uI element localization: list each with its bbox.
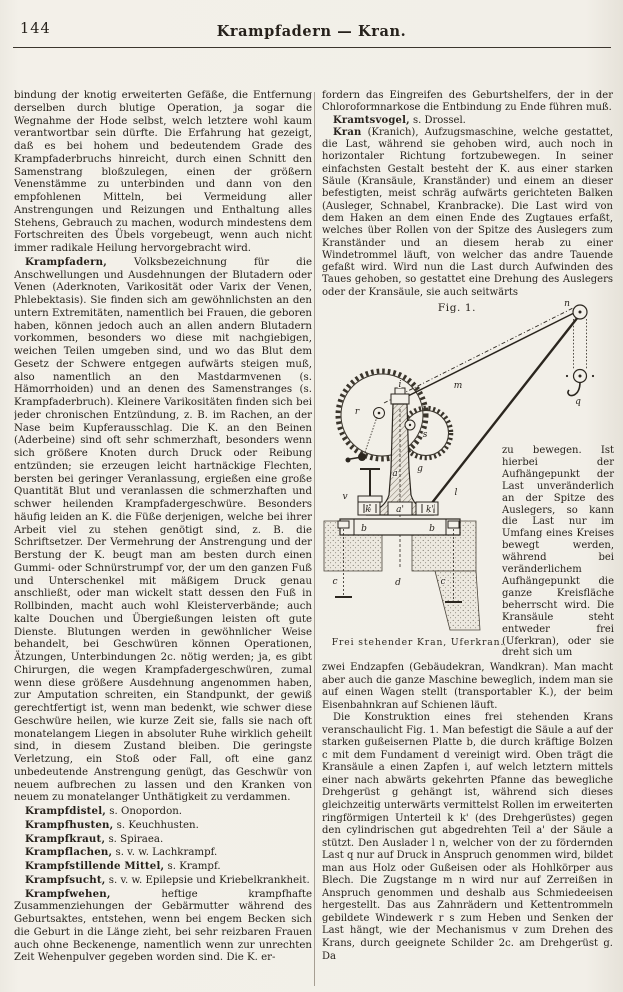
entry-krampfadern: [14, 256, 312, 805]
figure-part-label-k: k: [365, 505, 371, 515]
entry-text: s. v. w. Lachkrampf.: [112, 847, 218, 859]
entry-headword: Kramtsvogel,: [333, 114, 410, 126]
figure-part-label-c-left: c: [332, 577, 338, 587]
entry-headword: Krampfsucht,: [25, 873, 106, 886]
entry-text: s. Drossel.: [409, 114, 466, 126]
figure-part-label-i: i: [398, 380, 402, 390]
entry-text: s. Krampf.: [164, 861, 221, 872]
figure-part-label-m: m: [453, 381, 463, 391]
entry-krampfhusten: [14, 819, 312, 833]
entry-krampflachen: [14, 846, 312, 860]
paragraph-text: bindung der knotig erweiterten Gefäße, die Entfernung derselben durch blutige Operation, ja sogar die Wegnahme der Hode selbst, welch letztere wohl kaum verantwortbar sein dürfte. Die Erfahrung hat gezeigt, daß es bei hohem und bedeutendem Grade des Krampfaderbruchs hinreicht, durch einen Schnitt den Samenstrang bloßzulegen, einen der größern Venenstämme zu unterbinden und dann von den empfohlenen Mitteln, bei Vermeidung aller Anstrengungen und Reizungen und Enthaltung alles Stehens, Gebrauch zu machen, wodurch mindestens dem Fortschreiten des Übels vorgebeugt, wenn auch nicht immer radikale Heilung hervorgebracht wird.: [14, 90, 312, 254]
entry-headword: Krampfdistel,: [25, 805, 107, 817]
figure-part-label-c-right: c: [440, 577, 446, 587]
entry-headword: Krampfadern,: [25, 255, 108, 268]
entry-headword: Krampfstillende Mittel,: [25, 860, 165, 872]
figure-part-label-d: d: [395, 578, 401, 588]
paragraph: [322, 662, 613, 712]
paragraph-text: zwei Endzapfen (Gebäudekran, Wandkran). Man macht aber auch die ganze Maschine beweglich, indem man sie auf einen Wagen stellt (transportabler K.), der beim Eisenbahnkran auf Schienen läuft.: [322, 662, 613, 711]
entry-krampfdistel: [14, 805, 312, 819]
figure-caption: Frei stehender Kran, Uferkran.: [331, 637, 505, 648]
entry-kramtsvogel: [322, 115, 613, 127]
entry-headword: Krampfhusten,: [25, 818, 114, 831]
figure-part-label-a: a: [392, 469, 398, 479]
entry-text: s. v. w. Epilepsie und Kriebelkrankheit.: [105, 874, 310, 886]
left-column: [14, 90, 312, 988]
figure-part-label-r: r: [354, 407, 360, 417]
figure-part-label-a-prime: a': [396, 505, 404, 515]
entry-headword: Kran: [333, 126, 362, 138]
entry-krampfwehen: [14, 888, 312, 966]
figure-part-label-l: l: [454, 488, 458, 498]
paragraph: [322, 712, 613, 963]
figure-part-label-b-right: b: [429, 524, 435, 534]
entry-text: s. Keuchhusten.: [113, 819, 199, 831]
entry-text: (Kranich), Aufzugsmaschine, welche gestattet, die Last, während sie gehoben wird, auch noch in horizontaler Richtung fortzubewegen. In seiner einfachsten Gestalt besteht der K. aus einer starken Säule (Kransäule, Kranständer) und einem an dieser befestigten, meist schräg aufwärts gerichteten Balken (Ausleger, Schnabel, Kranbracke). Die Last wird von dem Haken an dem einen Ende des Zugtaues erfaßt, welches über Rollen von der Spitze des Auslegers zum Kranständer und an diesem herab zu einer Windetrommel läuft, von welcher das andre Tauende gefaßt wird. Wird nun die Last durch Aufwinden des Taues gehoben, so gestattet eine Drehung des Auslegers oder der Kransäule, sie auch seitwärts: [322, 126, 613, 298]
figure-label: Fig. 1.: [437, 302, 477, 314]
right-column-bottom: [322, 662, 613, 989]
entry-headword: Krampfwehen,: [25, 887, 111, 900]
crane-figure: [322, 299, 614, 661]
entry-krampfsucht: [14, 874, 312, 888]
figure-part-label-n: n: [564, 299, 570, 309]
entry-text: heftige krampfhafte Zusammenziehungen der Gebärmutter während des Geburtsaktes, entstehen, wenn bei engem Becken sich die Geburt in die Länge zieht, bei sehr reizbaren Frauen auch ohne Beckenenge, namentlich wenn zur unrechten Zeit Wehenpulver gegeben worden sind. Die K. er-: [14, 888, 312, 964]
entry-kran: [322, 127, 613, 299]
paragraph-text: fordern das Eingreifen des Geburtshelfers, der in der Chloroformnarkose die Entbindung zu Ende führen muß.: [322, 90, 613, 114]
entry-text: s. Onopordon.: [106, 806, 183, 817]
figure-part-label-k-prime: k': [426, 505, 434, 515]
page-header-title: Krampfadern — Kran.: [216, 23, 407, 40]
paragraph: [322, 90, 613, 115]
right-column-top: [322, 90, 613, 299]
page-number: 144: [20, 21, 51, 37]
figure-part-label-g: g: [417, 464, 423, 474]
column-divider: [314, 92, 315, 986]
entry-krampfstillende-mittel: [14, 860, 312, 874]
entry-text: Volksbezeichnung für die Anschwellungen und Ausdehnungen der Blutadern oder Venen (Aderknoten, Varikosität oder Varix der Venen, Phlebektasis). Sie finden sich am gewöhnlichsten an den untern Extremitäten, namentlich bei Frauen, die geboren haben, können jedoch auch an allen andern Blutadern vorkommen, besonders wo diese mit nachgiebigen, weichen Teilen umgeben sind, und wo das Blut dem Gesetz der Schwere entgegen aufwärts steigen muß, also namentlich an den Mastdarmvenen (s. Hämorrhoiden) und an denen des Samenstranges (s. Krampfaderbruch). Kleinere Varikositäten finden sich bei jeder chronischen Entzündung, z. B. im Rachen, an der Nase beim Kupferausschlag. Die K. an den Beinen (Aderbeine) sind oft sehr schmerzhaft, besonders wenn sich größere Knoten durch Druck oder Reibung entzünden; sie erzeugen leicht hartnäckige Flechten, bersten bei geringer Veranlassung, ergießen eine große Quantität Blut und veranlassen die schmerzhaften und schwer heilenden Krampfadergeschwüre. Besonders häufig leiden an K. die Füße derjenigen, welche bei ihrer Arbeit viel zu stehen genötigt sind, z. B. die Schriftsetzer. Der Vermehrung der Anstrengung und der Berstung der K. beugt man am besten durch einen Gummi- oder Schnürstrumpf vor, der um den ganzen Fuß und Unterschenkel mit mäßigem Druck genau anschließt, oder man wickelt statt dessen den Fuß in Rollbinden, macht auch wohl Kleisterverbände; auch kalte Douchen und Übergießungen leisten oft gute Dienste. Blutungen werden in gewöhnlicher Weise behandelt, bei Geschwüren können Operationen, Ätzungen, Unterbindungen 2c. nötig werden; ja, es gibt Chirurgen, die wegen Krampfadergeschwüren, zumal wenn diese größere Ausdehnung angenommen haben, zur Amputation schreiten, ein Standpunkt, der gewiß gerechtfertigt ist, wenn man bedenkt, wie schwer diese Geschwüre heilen, wie kurze Zeit sie, falls sie nach oft monatelangem Liegen in absoluter Ruhe wirklich geheilt sind, in diesem Zustand bleiben. Die geringste Verletzung, ein Stoß oder Fall, oft eine ganz unbedeutende Anstrengung genügt, das Geschwür von neuem aufbrechen zu lassen und den Kranken von neuem zu monatelanger Unthätigkeit zu verdammen.: [14, 256, 312, 804]
figure-part-label-q: q: [575, 397, 581, 407]
figure-part-label-v: v: [342, 492, 348, 502]
figure-side-text: zu bewegen. Ist hierbei der Aufhängepunkt der Last unveränderlich an der Spitze des Auslegers, so kann die Last nur im Umfang eines Kreises bewegt werden, während bei veränderlichem Aufhängepunkt die ganze Kreisfläche beherrscht wird. Die Kransäule steht entweder frei (Uferkran), oder sie dreht sich um: [502, 445, 614, 659]
entry-text: s. Spiraea.: [105, 833, 164, 845]
entry-headword: Krampfkraut,: [25, 832, 106, 845]
figure-part-label-s: s: [422, 430, 428, 440]
entry-headword: Krampflachen,: [25, 846, 113, 859]
paragraph: [14, 90, 312, 256]
figure-part-label-b-left: b: [361, 524, 367, 534]
entry-krampfkraut: [14, 833, 312, 847]
header-rule: [13, 47, 611, 48]
paragraph-text: Die Konstruktion eines frei stehenden Krans veranschaulicht Fig. 1. Man befestigt die Säule a auf der starken gußeisernen Platte b, die durch kräftige Bolzen c mit dem Fundament d vereinigt wird. Oben trägt die Kransäule a einen Zapfen i, auf welch letztern mittels einer nach abwärts gekehrten Pfanne das bewegliche Drehgerüst g gehängt ist, während sich dieses gleichzeitig unterwärts vermittelst Rollen im erweiterten ringförmigen Unterteil k k' (des Drehgerüstes) gegen den cylindrischen gut abgedrehten Teil a' der Säule a stützt. Den Auslader l n, welcher von der zu fördernden Last q nur auf Druck in Anspruch genommen wird, bildet man aus Holz oder Gußeisen oder als Hohlkörper aus Blech. Die Zugstange m n wird nur auf Zerreißen in Anspruch genommen und deshalb aus Schmiedeeisen hergestellt. Das aus Zahnrädern und Kettentrommeln gebildete Windewerk r s zum Heben und Senken der Last hängt, wie der Mechanismus v zum Drehen des Krans, durch geeignete Schilder 2c. am Drehgerüst g. Da: [322, 712, 613, 962]
